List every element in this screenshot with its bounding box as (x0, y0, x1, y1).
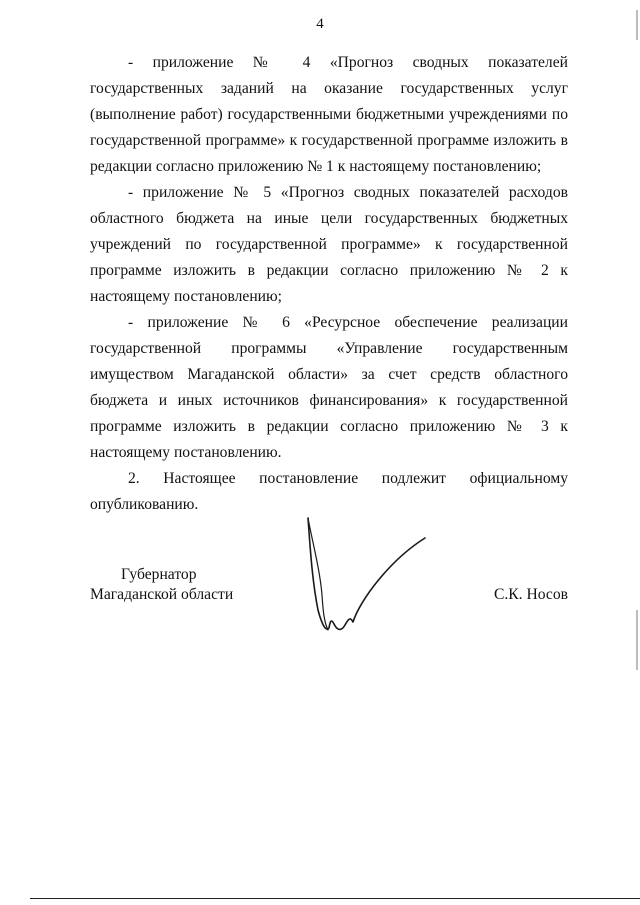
document-body (90, 50, 568, 518)
bottom-rule (30, 898, 640, 899)
edge-mark-mid (636, 610, 638, 670)
signer-position (90, 565, 233, 605)
position-line-2: Магаданской области (90, 586, 234, 603)
signature-block (90, 565, 568, 645)
page-number: 4 (316, 16, 324, 32)
paragraph-publication: 2. Настоящее постановление подлежит официальному опубликованию. (90, 470, 568, 513)
paragraph-appendix-4: - приложение № 4 «Прогноз сводных показателей государственных заданий на оказание государственных услуг (выполнение работ) государственными бюджетными учреждениями по государственной программе» к государственной программе изложить в редакции согласно приложению № 1 к настоящему постановлению; (90, 54, 568, 175)
signer-name: С.К. Носов (493, 586, 568, 603)
paragraph-appendix-5: - приложение № 5 «Прогноз сводных показателей расходов областного бюджета на иные цели государственных бюджетных учреждений по государственной программе» к государственной программе изложить в редакции согласно приложению № 2 к настоящему постановлению; (90, 184, 568, 305)
edge-mark-top (636, 10, 638, 40)
position-line-1: Губернатор (121, 566, 197, 583)
paragraph-appendix-6: - приложение № 6 «Ресурсное обеспечение реализации государственной программы «Управление государственным имуществом Магаданской области» за счет средств областного бюджета и иных источников финансирования» к государственной программе изложить в редакции согласно приложению № 3 к настоящему постановлению. (90, 314, 568, 461)
